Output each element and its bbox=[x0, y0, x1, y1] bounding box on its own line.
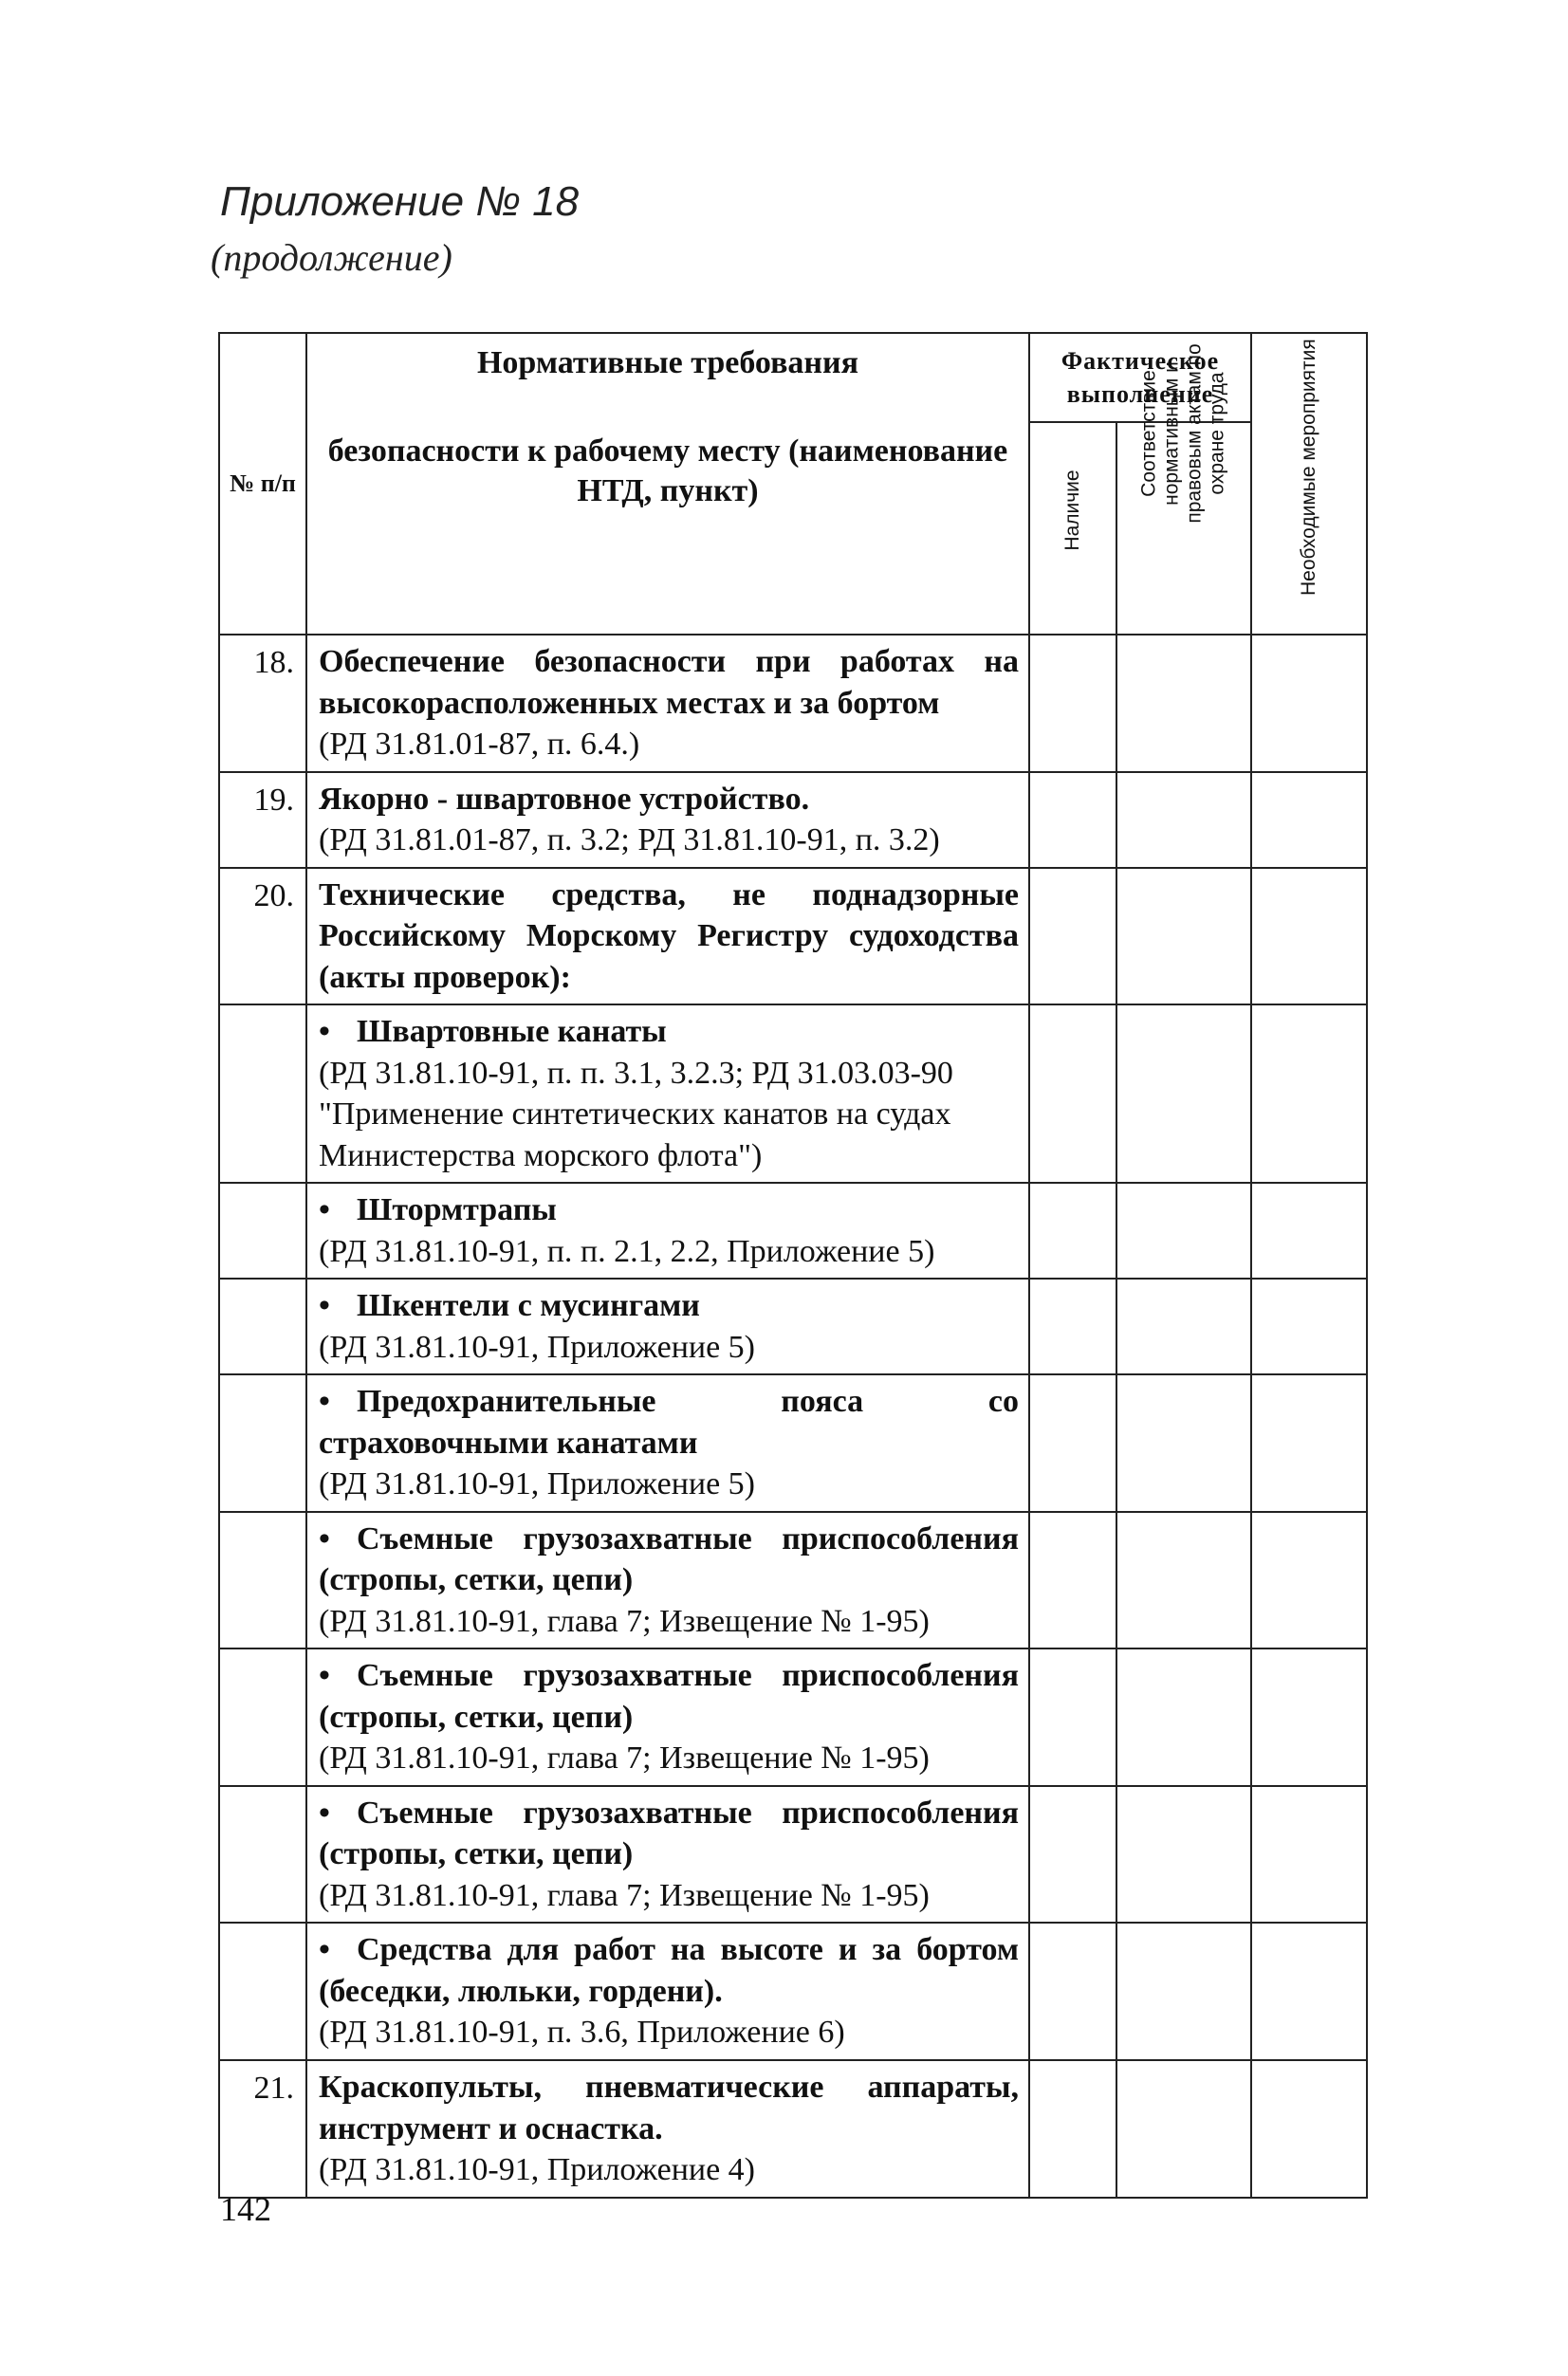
row-reference: (РД 31.81.10-91, Приложение 5) bbox=[319, 1329, 755, 1365]
row-requirement bbox=[306, 868, 1029, 1005]
presence-cell bbox=[1029, 1786, 1116, 1924]
presence-cell bbox=[1029, 1512, 1116, 1649]
header-presence-text: Наличие bbox=[1061, 470, 1083, 551]
row-requirement bbox=[306, 1648, 1029, 1786]
row-number bbox=[219, 1374, 306, 1512]
measures-cell bbox=[1251, 772, 1367, 868]
compliance-cell bbox=[1116, 1279, 1251, 1374]
measures-cell bbox=[1251, 1374, 1367, 1512]
row-requirement bbox=[306, 1923, 1029, 2060]
header-measures bbox=[1251, 333, 1367, 635]
measures-cell bbox=[1251, 635, 1367, 772]
measures-cell bbox=[1251, 2060, 1367, 2198]
table-row bbox=[219, 2060, 1367, 2198]
measures-cell bbox=[1251, 1786, 1367, 1924]
table-row bbox=[219, 1374, 1367, 1512]
row-reference: (РД 31.81.10-91, п. п. 3.1, 3.2.3; РД 31.03.03-90 "Применение синтетических канатов на судах Министерства морского флота") bbox=[319, 1055, 953, 1173]
compliance-cell bbox=[1116, 1374, 1251, 1512]
table-row bbox=[219, 1183, 1367, 1279]
row-number bbox=[219, 1183, 306, 1279]
row-requirement bbox=[306, 2060, 1029, 2198]
row-number bbox=[219, 1512, 306, 1649]
header-requirements-line1: Нормативные требования bbox=[476, 345, 859, 380]
row-reference: (РД 31.81.10-91, глава 7; Извещение № 1-95) bbox=[319, 1877, 930, 1913]
row-title: • Съемные грузозахватные приспособления (стропы, сетки, цепи) bbox=[319, 1796, 1019, 1872]
presence-cell bbox=[1029, 1004, 1116, 1183]
presence-cell bbox=[1029, 868, 1116, 1005]
measures-cell bbox=[1251, 868, 1367, 1005]
row-number bbox=[219, 1786, 306, 1924]
header-presence bbox=[1029, 422, 1116, 635]
row-number: 18. bbox=[219, 635, 306, 772]
measures-cell bbox=[1251, 1648, 1367, 1786]
compliance-cell bbox=[1116, 1648, 1251, 1786]
row-reference: (РД 31.81.10-91, глава 7; Извещение № 1-95) bbox=[319, 1741, 930, 1777]
compliance-cell bbox=[1116, 1183, 1251, 1279]
page-number: 142 bbox=[220, 2190, 271, 2228]
row-reference: (РД 31.81.10-91, глава 7; Извещение № 1-95) bbox=[319, 1603, 930, 1639]
presence-cell bbox=[1029, 1374, 1116, 1512]
row-reference: (РД 31.81.01-87, п. 3.2; РД 31.81.10-91, п. 3.2) bbox=[319, 822, 940, 858]
row-title: Краскопульты, пневматические аппараты, инструмент и оснастка. bbox=[319, 2069, 1019, 2146]
table-row bbox=[219, 1923, 1367, 2060]
row-title: • Съемные грузозахватные приспособления (стропы, сетки, цепи) bbox=[319, 1521, 1019, 1598]
presence-cell bbox=[1029, 772, 1116, 868]
presence-cell bbox=[1029, 1183, 1116, 1279]
row-title: • Средства для работ на высоте и за бортом (беседки, люльки, гордени). bbox=[319, 1932, 1019, 2009]
header-requirements bbox=[306, 333, 1029, 635]
row-title: Обеспечение безопасности при работах на высокорасположенных местах и за бортом bbox=[319, 644, 1019, 721]
header-requirements-line2: безопасности к рабочему месту (наименование НТД, пункт) bbox=[327, 433, 1008, 508]
header-measures-text: Необходимые мероприятия bbox=[1297, 339, 1319, 596]
compliance-cell bbox=[1116, 1786, 1251, 1924]
row-reference: (РД 31.81.10-91, п. 3.6, Приложение 6) bbox=[319, 2015, 845, 2051]
row-number bbox=[219, 1279, 306, 1374]
measures-cell bbox=[1251, 1923, 1367, 2060]
compliance-cell bbox=[1116, 1004, 1251, 1183]
row-number: 21. bbox=[219, 2060, 306, 2198]
row-title: • Швартовные канаты bbox=[319, 1014, 667, 1049]
row-title: • Шкентели с мусингами bbox=[319, 1288, 700, 1323]
table-row bbox=[219, 1004, 1367, 1183]
row-title: Технические средства, не поднадзорные Российскому Морскому Регистру судоходства (акты проверок): bbox=[319, 876, 1019, 995]
appendix-title: Приложение № 18 bbox=[220, 178, 580, 225]
compliance-cell bbox=[1116, 868, 1251, 1005]
presence-cell bbox=[1029, 1923, 1116, 2060]
presence-cell bbox=[1029, 635, 1116, 772]
row-requirement bbox=[306, 635, 1029, 772]
measures-cell bbox=[1251, 1279, 1367, 1374]
presence-cell bbox=[1029, 1648, 1116, 1786]
table-row bbox=[219, 868, 1367, 1005]
row-reference: (РД 31.81.10-91, Приложение 4) bbox=[319, 2152, 755, 2188]
row-title: Якорно - швартовное устройство. bbox=[319, 781, 810, 817]
header-number: № п/п bbox=[219, 333, 306, 635]
header-compliance-text: Соответствие нормативным и правовым актам по охране труда bbox=[1137, 343, 1229, 525]
requirements-table bbox=[218, 332, 1368, 2199]
row-requirement bbox=[306, 1512, 1029, 1649]
compliance-cell bbox=[1116, 635, 1251, 772]
row-requirement bbox=[306, 1183, 1029, 1279]
presence-cell bbox=[1029, 1279, 1116, 1374]
table-row bbox=[219, 635, 1367, 772]
row-number: 19. bbox=[219, 772, 306, 868]
row-title: • Съемные грузозахватные приспособления (стропы, сетки, цепи) bbox=[319, 1658, 1019, 1735]
row-number bbox=[219, 1923, 306, 2060]
compliance-cell bbox=[1116, 2060, 1251, 2198]
row-reference: (РД 31.81.01-87, п. 6.4.) bbox=[319, 727, 640, 763]
compliance-cell bbox=[1116, 1512, 1251, 1649]
compliance-cell bbox=[1116, 1923, 1251, 2060]
presence-cell bbox=[1029, 2060, 1116, 2198]
row-number: 20. bbox=[219, 868, 306, 1005]
row-requirement bbox=[306, 1004, 1029, 1183]
measures-cell bbox=[1251, 1004, 1367, 1183]
table-row bbox=[219, 772, 1367, 868]
row-number bbox=[219, 1648, 306, 1786]
row-requirement bbox=[306, 1374, 1029, 1512]
row-number bbox=[219, 1004, 306, 1183]
table-row bbox=[219, 1512, 1367, 1649]
table-row bbox=[219, 1279, 1367, 1374]
appendix-subtitle: (продолжение) bbox=[211, 236, 452, 279]
row-requirement bbox=[306, 1786, 1029, 1924]
row-reference: (РД 31.81.10-91, Приложение 5) bbox=[319, 1466, 755, 1502]
compliance-cell bbox=[1116, 772, 1251, 868]
measures-cell bbox=[1251, 1183, 1367, 1279]
table-row bbox=[219, 1648, 1367, 1786]
row-title: • Штормтрапы bbox=[319, 1192, 557, 1227]
row-reference: (РД 31.81.10-91, п. п. 2.1, 2.2, Приложение 5) bbox=[319, 1233, 935, 1269]
row-requirement bbox=[306, 1279, 1029, 1374]
header-actual-fulfillment: Фактическое выполнение bbox=[1029, 333, 1251, 422]
row-requirement bbox=[306, 772, 1029, 868]
table-row bbox=[219, 1786, 1367, 1924]
measures-cell bbox=[1251, 1512, 1367, 1649]
row-title: • Предохранительные пояса со страховочными канатами bbox=[319, 1384, 1019, 1461]
